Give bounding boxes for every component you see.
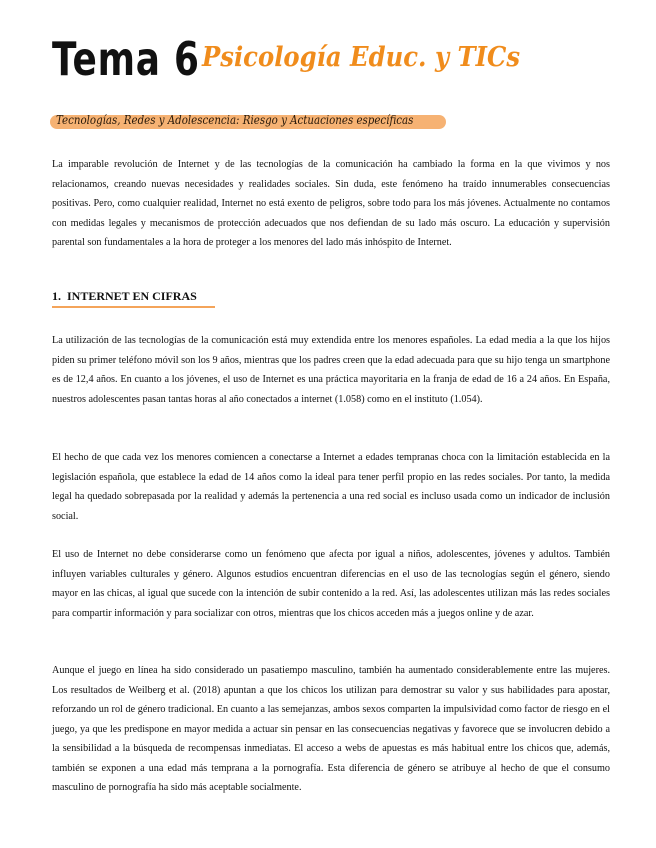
- topic-number-title: Tema 6: [52, 32, 200, 86]
- subtitle-banner: [50, 110, 446, 132]
- page-header: [52, 28, 612, 90]
- section-number: 1.: [52, 289, 61, 303]
- paragraph-device-age: La utilización de las tecnologías de la comunicación está muy extendida entre los menores españoles. La edad media a la que los hijos piden su primer teléfono móvil son los 9 años, mientras que los padres creen que la edad adecuada para que su hijo tenga un smartphone es de 12,4 años. En cuanto a los jóvenes, el uso de Internet es una práctica mayoritaria en la franja de edad de 16 a 24 años. En España, nuestros adolescentes pasan tantas horas al año conectados a internet (1.058) como en el instituto (1.054).: [52, 335, 610, 405]
- section-underline: [52, 306, 215, 308]
- section-heading: [52, 289, 197, 304]
- paragraph-legal-age: El hecho de que cada vez los menores comiencen a conectarse a Internet a edades tempranas choca con la limitación establecida en la legislación española, que establece la edad de 14 años como la ideal para tener perfil propio en las redes sociales. Por tanto, la medida legal ha quedado sobrepasada por la realidad y además la pertenencia a una red social es incluso usada como un indicador de inclusión social.: [52, 452, 610, 522]
- paragraph-online-gambling: Aunque el juego en línea ha sido considerado un pasatiempo masculino, también ha aumentado considerablemente entre las mujeres. Los resultados de Weilberg et al. (2018) apuntan a que los chicos los utilizan para demostrar su valor y sus habilidades para apostar, reforzando un rol de género tradicional. En cuanto a las semejanzas, ambos sexos comparten la impulsividad como factor de riesgo en el juego, ya que les predispone en mayor medida a actuar sin pensar en las consecuencias negativas y favorece que se involucren debido a la sensibilidad a la búsqueda de recompensas inmediatas. El acceso a webs de apuestas es más habitual entre los chicos que, además, también se exponen a una edad más temprana a la pornografía. Esta diferencia de género se atribuye al hecho de que el consumo masculino de pornografía ha sido más aceptable socialmente.: [52, 665, 610, 793]
- paragraph-gender-use: El uso de Internet no debe considerarse como un fenómeno que afecta por igual a niños, adolescentes, jóvenes y adultos. También influyen variables culturales y género. Algunos estudios encuentran diferencias en el uso de las tecnologías según el género, siendo mayor en las chicas, al igual que sucede con la intención de subir contenido a la red. Así, las adolescentes utilizan más las redes sociales para compartir información y para socializar con otros, mientras que los chicos acceden más a juegos online y de azar.: [52, 549, 610, 619]
- section-title: INTERNET EN CIFRAS: [67, 289, 197, 303]
- intro-paragraph: La imparable revolución de Internet y de las tecnologías de la comunicación ha cambiado la forma en la que vivimos y nos relacionamos, creando nuevas necesidades y realidades sociales. Sin duda, este fenómeno ha traído innumerables consecuencias positivas. Pero, como cualquier realidad, Internet no está exento de peligros, sobre todo para los más jóvenes. Actualmente no contamos con medidas legales y mecanismos de protección adecuados que nos defiendan de su lado más oscuro. La educación y supervisión parental son fundamentales a la hora de proteger a los menores del lado más inhóspito de Internet.: [52, 159, 610, 248]
- subject-title: Psicología Educ. y TICs: [202, 42, 521, 73]
- subtitle-text: Tecnologías, Redes y Adolescencia: Riesgo y Actuaciones específicas: [56, 112, 414, 127]
